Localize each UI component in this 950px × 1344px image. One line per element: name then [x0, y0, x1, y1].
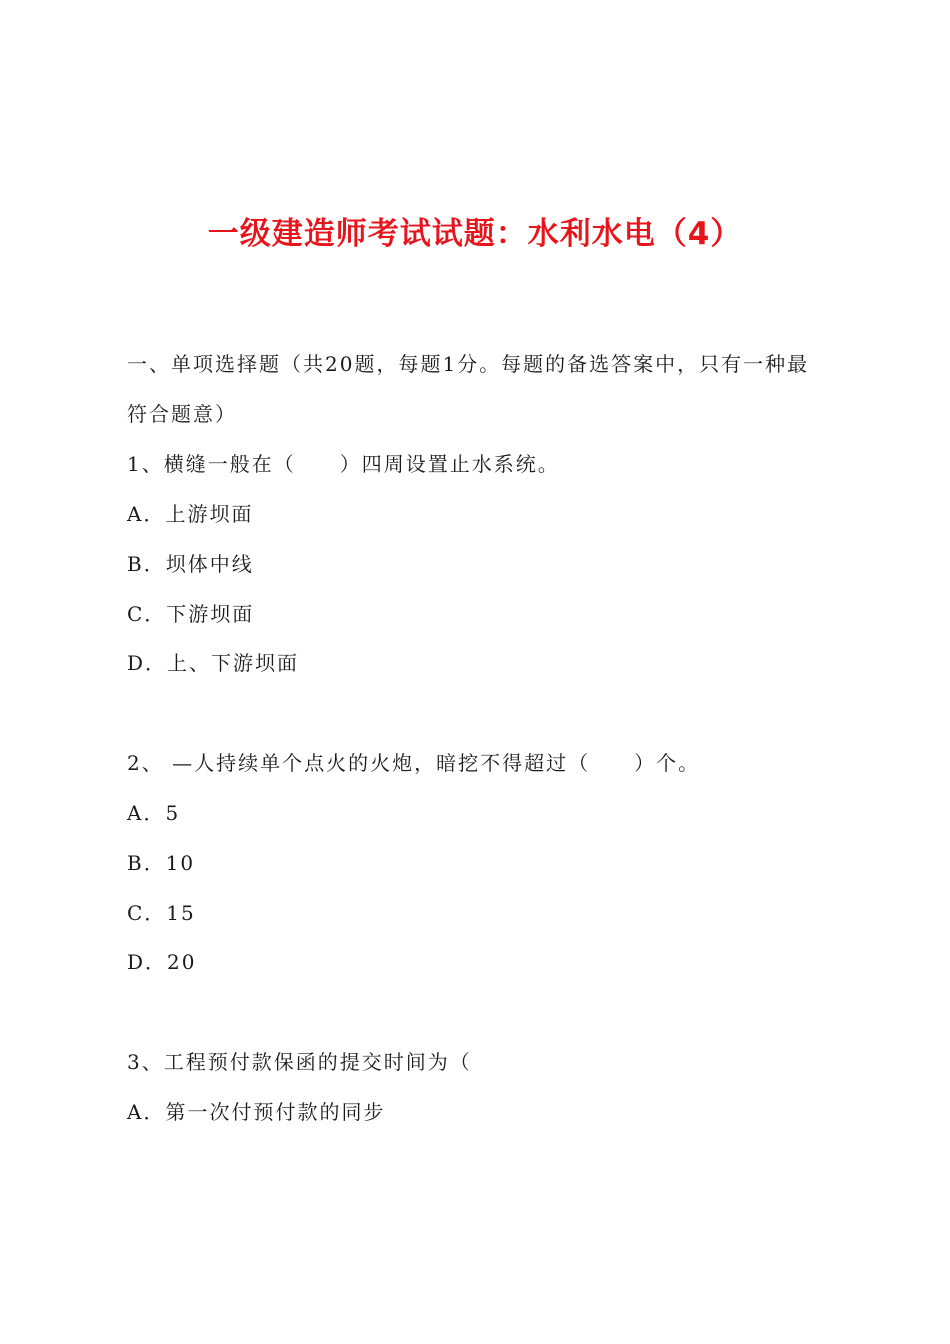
question-1-option-d: D．上、下游坝面	[127, 651, 300, 675]
section-heading-line-1: 一、单项选择题（共20题，每题1分。每题的备选答案中，只有一种最	[127, 352, 810, 376]
question-1-option-c: C．下游坝面	[127, 602, 255, 626]
question-2-option-a: A．5	[127, 801, 181, 825]
question-1-option-a: A．上游坝面	[127, 502, 254, 526]
section-heading-line-2: 符合题意）	[127, 402, 237, 426]
question-2-stem: 2、 —人持续单个点火的火炮，暗挖不得超过（ ）个。	[127, 751, 701, 775]
page-title: 一级建造师考试试题：水利水电（4）	[207, 216, 743, 252]
question-2-option-c: C．15	[127, 901, 196, 925]
question-2-option-d: D．20	[127, 950, 197, 974]
question-1-stem: 1、横缝一般在（ ）四周设置止水系统。	[127, 452, 560, 476]
question-3-stem: 3、工程预付款保函的提交时间为（	[127, 1050, 472, 1074]
question-3-option-a: A．第一次付预付款的同步	[127, 1100, 386, 1124]
question-1-option-b: B．坝体中线	[127, 552, 254, 576]
question-2-option-b: B．10	[127, 851, 196, 875]
